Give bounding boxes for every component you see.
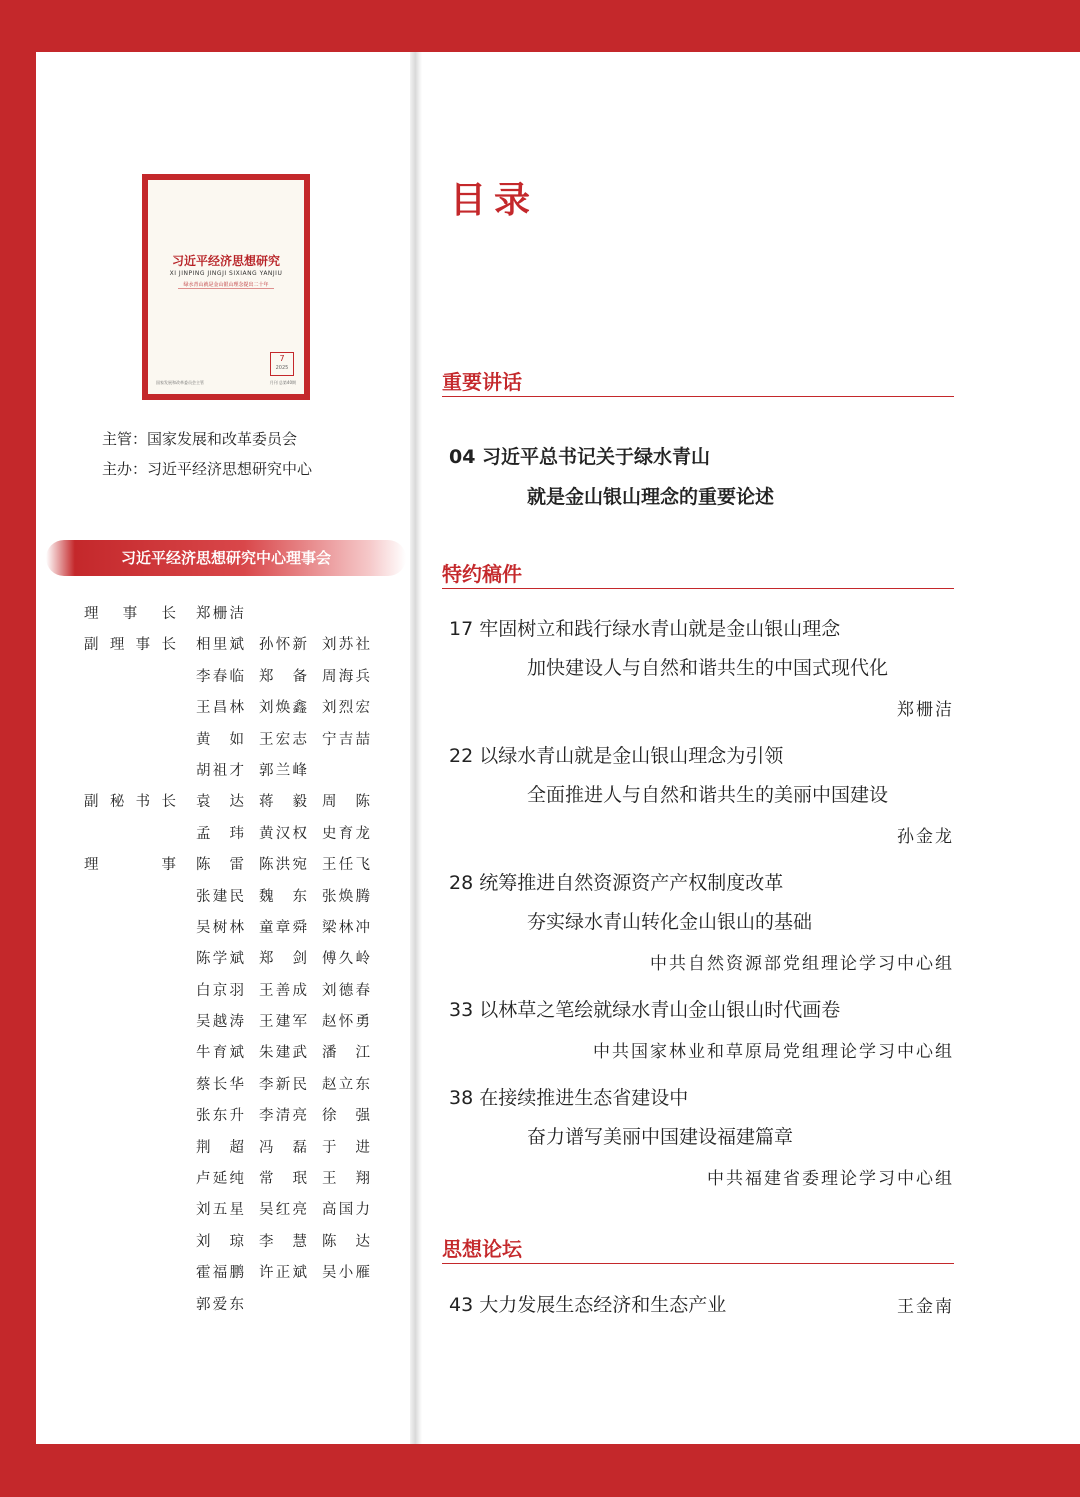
toc-title: 目录 xyxy=(450,180,539,221)
board-member-name: 赵怀勇 xyxy=(322,1014,370,1031)
board-member-name: 黄如 xyxy=(196,731,244,748)
entry-author: 郑栅洁 xyxy=(897,700,954,720)
board-member-name: 吴树林 xyxy=(196,919,244,936)
entry-title-line1: 22 以绿水青山就是金山银山理念为引领 xyxy=(449,745,784,767)
board-member-name: 孙怀新 xyxy=(259,637,307,654)
board-member-name: 常珉 xyxy=(259,1171,307,1188)
board-member-name: 张建民 xyxy=(196,888,244,905)
board-member-name: 孟玮 xyxy=(196,825,244,842)
board-member-name: 于进 xyxy=(322,1139,370,1156)
board-member-name: 周海兵 xyxy=(322,668,370,685)
board-member-name: 魏东 xyxy=(259,888,307,905)
board-member-name: 王翔 xyxy=(322,1171,370,1188)
cover-publisher: 国家发展和改革委员会主管 xyxy=(156,380,204,385)
board-member-name: 童章舜 xyxy=(259,919,307,936)
page-gutter xyxy=(410,52,422,1444)
board-member-name: 史育龙 xyxy=(322,825,370,842)
board-member-name: 李新民 xyxy=(259,1076,307,1093)
board-member-name: 郭爱东 xyxy=(196,1296,244,1313)
board-role: 副理事长 xyxy=(84,637,176,654)
cover-subtitle: XI JINPING JINGJI SIXIANG YANJIU xyxy=(169,270,283,277)
board-member-name: 张东升 xyxy=(196,1108,244,1125)
board-member-name: 郑备 xyxy=(259,668,307,685)
entry-author: 王金南 xyxy=(897,1297,954,1317)
board-member-name: 朱建武 xyxy=(259,1045,307,1062)
board-member-name: 刘德春 xyxy=(322,982,370,999)
board-role: 副秘书长 xyxy=(84,794,176,811)
board-member-name: 袁达 xyxy=(196,794,244,811)
section-heading-label: 重要讲话 xyxy=(442,370,522,394)
board-member-name: 蔡长华 xyxy=(196,1076,244,1093)
section-heading-special-contributions xyxy=(442,558,954,589)
entry-title-line1: 17 牢固树立和践行绿水青山就是金山银山理念 xyxy=(449,618,841,640)
entry-title-line2: 就是金山银山理念的重要论述 xyxy=(527,486,775,508)
board-member-name: 张焕腾 xyxy=(322,888,370,905)
board-member-name: 黄汉权 xyxy=(259,825,307,842)
board-member-name: 王善成 xyxy=(259,982,307,999)
section-heading-label: 特约稿件 xyxy=(442,562,522,586)
board-member-name: 傅久岭 xyxy=(322,951,370,968)
board-member-name: 吴越涛 xyxy=(196,1014,244,1031)
board-member-name: 刘苏社 xyxy=(322,637,370,654)
board-member-name: 胡祖才 xyxy=(196,762,244,779)
cover-issue-number: 7 xyxy=(279,354,285,363)
cover-thumbnail xyxy=(142,174,310,400)
entry-title-line2: 奋力谱写美丽中国建设福建篇章 xyxy=(527,1126,794,1148)
board-member-name: 陈达 xyxy=(322,1233,370,1250)
board-member-name: 王任飞 xyxy=(322,857,370,874)
section-heading-label: 思想论坛 xyxy=(442,1237,522,1261)
entry-author: 中共自然资源部党组理论学习中心组 xyxy=(650,954,954,974)
entry-title-line1: 38 在接续推进生态省建设中 xyxy=(449,1087,689,1109)
board-member-name: 蒋毅 xyxy=(259,794,307,811)
board-member-name: 郑剑 xyxy=(259,951,307,968)
board-member-name: 李慧 xyxy=(259,1233,307,1250)
board-member-name: 梁林冲 xyxy=(322,919,370,936)
board-member-name: 吴小雁 xyxy=(322,1265,370,1282)
board-member-name: 宁吉喆 xyxy=(322,731,370,748)
board-member-name: 陈学斌 xyxy=(196,951,244,968)
board-member-name: 刘烈宏 xyxy=(322,700,370,717)
board-member-name: 刘琼 xyxy=(196,1233,244,1250)
board-member-name: 郑栅洁 xyxy=(196,606,244,622)
board-member-name: 牛育斌 xyxy=(196,1045,244,1062)
board-member-name: 冯磊 xyxy=(259,1139,307,1156)
supervisor-line: 主管：国家发展和改革委员会 xyxy=(102,430,298,448)
entry-title-line1: 28 统筹推进自然资源资产产权制度改革 xyxy=(449,872,784,894)
cover-title: 习近平经济思想研究 xyxy=(171,254,280,268)
board-member-name: 卢延纯 xyxy=(196,1171,244,1188)
board-member-name: 潘江 xyxy=(322,1045,370,1062)
board-member-name: 李清亮 xyxy=(259,1108,307,1125)
cover-inner xyxy=(148,180,304,394)
entry-title-line1: 04 习近平总书记关于绿水青山 xyxy=(449,446,711,468)
board-member-name: 白京羽 xyxy=(196,982,244,999)
cover-divider xyxy=(178,288,274,289)
entry-title-line2: 全面推进人与自然和谐共生的美丽中国建设 xyxy=(527,784,889,806)
board-role: 理事 xyxy=(84,857,176,874)
board-banner: 习近平经济思想研究中心理事会 xyxy=(46,540,406,576)
section-heading-thought-forum xyxy=(442,1233,954,1264)
board-member-name: 吴红亮 xyxy=(259,1202,307,1219)
board-member-name: 霍福鹏 xyxy=(196,1265,244,1282)
magazine-page xyxy=(36,52,1080,1444)
board-role: 理事长 xyxy=(84,606,176,622)
board-member-name: 赵立东 xyxy=(322,1076,370,1093)
board-member-name: 荆超 xyxy=(196,1139,244,1156)
board-member-name: 王建军 xyxy=(259,1014,307,1031)
board-member-name: 李春临 xyxy=(196,668,244,685)
cover-frequency: 月刊 总第40期 xyxy=(269,380,296,385)
cover-issue-box xyxy=(270,352,294,376)
board-member-name: 刘焕鑫 xyxy=(259,700,307,717)
cover-issue-year: 2025 xyxy=(275,365,289,371)
board-member-name: 陈雷 xyxy=(196,857,244,874)
entry-title-line1: 33 以林草之笔绘就绿水青山金山银山时代画卷 xyxy=(449,999,841,1021)
board-member-name: 郭兰峰 xyxy=(259,762,307,779)
board-member-name: 王昌林 xyxy=(196,700,244,717)
board-member-name: 刘五星 xyxy=(196,1202,244,1219)
cover-tagline: 绿水青山就是金山银山理念提出二十年 xyxy=(183,282,269,288)
board-member-name: 陈洪宛 xyxy=(259,857,307,874)
board-member-name: 高国力 xyxy=(322,1202,370,1219)
board-member-name: 许正斌 xyxy=(259,1265,307,1282)
section-heading-important-speech xyxy=(442,366,954,397)
entry-title-line1: 43 大力发展生态经济和生态产业 xyxy=(449,1294,727,1316)
board-member-name: 徐强 xyxy=(322,1108,370,1125)
entry-author: 孙金龙 xyxy=(897,827,954,847)
board-member-name: 周陈 xyxy=(322,794,370,811)
board-member-name: 王宏志 xyxy=(259,731,307,748)
host-line: 主办：习近平经济思想研究中心 xyxy=(102,460,313,478)
entry-author: 中共国家林业和草原局党组理论学习中心组 xyxy=(593,1042,954,1062)
board-member-name: 相里斌 xyxy=(196,637,244,654)
entry-author: 中共福建省委理论学习中心组 xyxy=(707,1169,954,1189)
entry-title-line2: 加快建设人与自然和谐共生的中国式现代化 xyxy=(527,657,889,679)
entry-title-line2: 夯实绿水青山转化金山银山的基础 xyxy=(527,911,813,933)
